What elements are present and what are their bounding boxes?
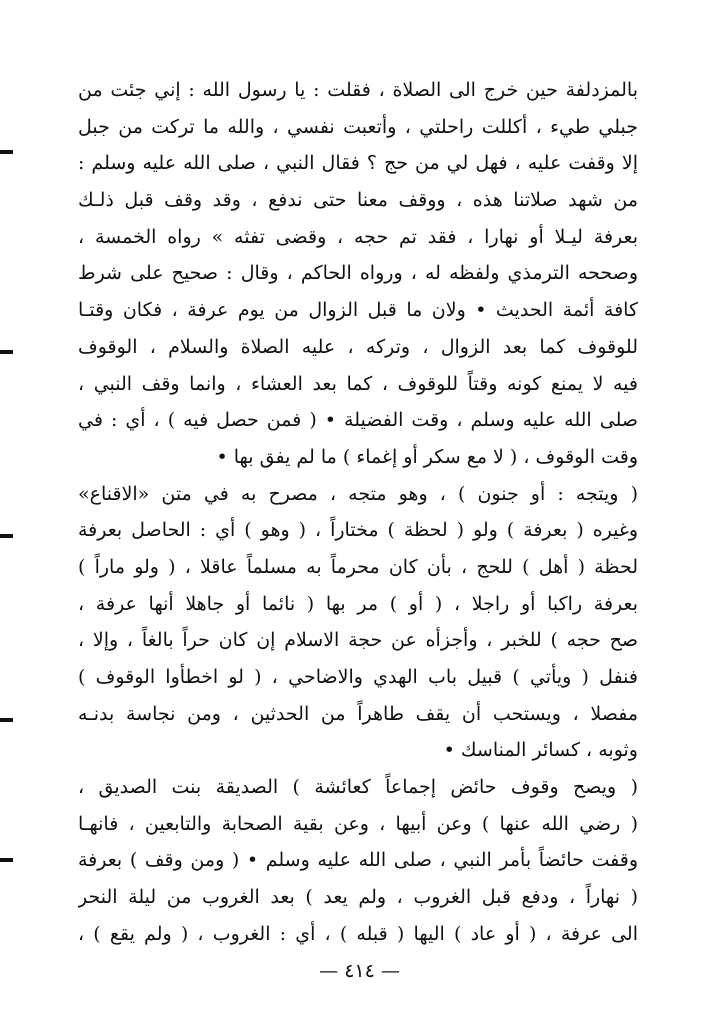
margin-mark	[0, 534, 13, 538]
text-line: لحظة ( أهل ) للحج ، بأن كان محرماً به مسلماً عاقلا ، ( ولو ماراً )	[78, 555, 638, 578]
text-line: وثوبه ، كسائر المناسك •	[443, 739, 638, 762]
text-line: بعرفة راكبا أو راجلا ، ( أو ) مر بها ( نائما أو جاهلا أنها عرفة ،	[78, 592, 638, 615]
text-line: بعرفة ليـلا أو نهارا ، فقد تم حجه ، وقضى تفثه » رواه الخمسة ،	[78, 225, 638, 248]
text-line: وقت الوقوف ، ( لا مع سكر أو إغماء ) ما لم يفق بها •	[216, 445, 638, 468]
text-line: إلا وقفت عليه ، فهل لي من حج ؟ فقال النبي ، صلى الله عليه وسلم :	[78, 152, 638, 175]
text-line: كافة أئمة الحديث • ولان ما قبل الزوال من يوم عرفة ، فكان وقتـا	[78, 299, 638, 322]
text-line: ( ويتجه : أو جنون ) ، وهو متجه ، مصرح به في متن «الاقناع»	[78, 482, 638, 505]
text-line: مفصلا ، ويستحب أن يقف طاهراً من الحدثين ، ومن نجاسة بدنـه	[78, 702, 638, 725]
text-line: الى عرفة ، ( أو عاد ) اليها ( قبله ) ، أي : الغروب ، ( ولم يقع ) ،	[78, 922, 638, 945]
text-line: وقفت حائضاً بأمر النبي ، صلى الله عليه وسلم • ( ومن وقف ) بعرفة	[78, 849, 638, 872]
text-line: فنفل ( ويأتي ) قبيل باب الهدي والاضاحي ، ( لو اخطأوا الوقوف )	[78, 666, 638, 688]
text-line: وصححه الترمذي ولفظه له ، ورواه الحاكم ، وقال : صحيح على شرط	[78, 262, 638, 285]
text-line: ( رضي الله عنها ) وعن أبيها ، وعن بقية الصحابة والتابعين ، فانهـا	[78, 812, 638, 835]
text-line: جبلي طيء ، أكللت راحلتي ، وأتعبت نفسي ، والله ما تركت من جبل	[78, 115, 638, 138]
body-text	[78, 72, 638, 953]
text-line: ( نهاراً ، ودفع قبل الغروب ، ولم يعد ) بعد الغروب من ليلة النحر	[78, 886, 638, 909]
margin-mark	[0, 150, 13, 154]
text-line: بالمزدلفة حين خرج الى الصلاة ، فقلت : يا رسول الله : إني جئت من	[78, 79, 638, 101]
text-line: ( ويصح وقوف حائض إجماعاً كعائشة ) الصديقة بنت الصديق ،	[78, 776, 638, 799]
margin-mark	[0, 350, 13, 354]
margin-mark	[0, 718, 13, 722]
text-line: صح حجه ) للخبر ، وأجزأه عن حجة الاسلام إن كان حراً بالغاً ، وإلا ،	[78, 629, 638, 652]
text-line: للوقوف كما بعد الزوال ، وتركه ، عليه الصلاة والسلام ، الوقوف	[78, 335, 638, 358]
margin-mark	[0, 858, 13, 862]
page-number: — ٤١٤ —	[319, 960, 400, 982]
text-line: صلى الله عليه وسلم ، وقت الفضيلة • ( فمن حصل فيه ) ، أي : في	[78, 409, 638, 432]
text-line: من شهد صلاتنا هذه ، ووقف معنا حتى ندفع ، وقد وقف قبل ذلـك	[78, 189, 638, 212]
text-line: وغيره ( بعرفة ) ولو ( لحظة ) مختاراً ، ( وهو ) أي : الحاصل بعرفة	[78, 519, 638, 542]
text-line: فيه لا يمنع كونه وقتاً للوقوف ، كما بعد العشاء ، وانما وقف النبي ،	[78, 372, 638, 395]
